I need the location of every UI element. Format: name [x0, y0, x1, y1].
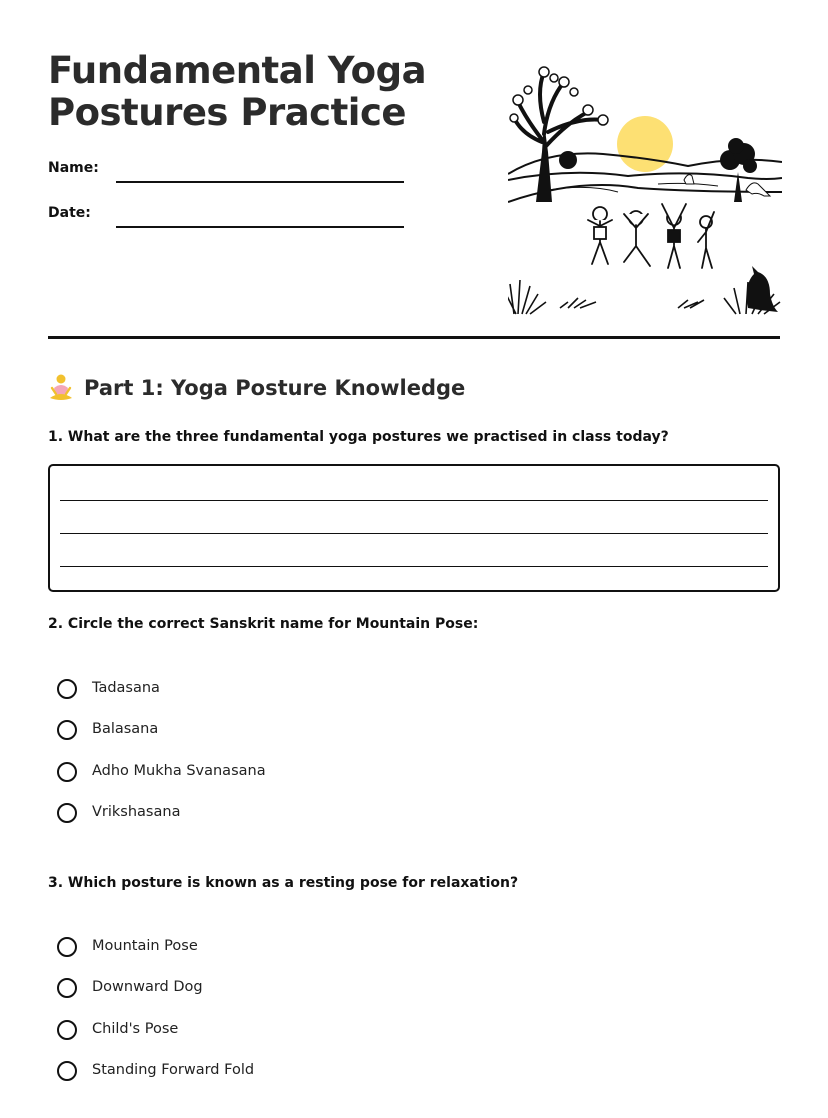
children-doing-yoga-icon — [588, 204, 714, 268]
radio-circle-icon[interactable] — [57, 720, 77, 740]
radio-circle-icon[interactable] — [57, 803, 77, 823]
radio-circle-icon[interactable] — [57, 937, 77, 957]
option-standing-forward-fold[interactable] — [57, 1058, 557, 1099]
worksheet-title: Fundamental Yoga Postures Practice — [48, 49, 427, 134]
gum-tree-icon — [510, 67, 608, 202]
option-downward-dog[interactable] — [57, 975, 557, 1016]
radio-circle-icon[interactable] — [57, 978, 77, 998]
option-label: Standing Forward Fold — [92, 1062, 255, 1079]
radio-circle-icon[interactable] — [57, 1061, 77, 1081]
name-label: Name: — [48, 160, 99, 176]
sitting-kangaroo-icon — [747, 266, 778, 312]
date-field[interactable] — [48, 205, 408, 235]
option-label: Mountain Pose — [92, 938, 198, 954]
question-2-options — [57, 676, 557, 842]
name-answer-line[interactable] — [116, 181, 404, 183]
option-label: Child's Pose — [92, 1020, 179, 1037]
grass-tufts-icon — [508, 280, 780, 314]
option-childs-pose[interactable] — [57, 1017, 557, 1058]
option-label: Vrikshasana — [92, 804, 181, 821]
sun-icon — [617, 116, 673, 172]
name-field[interactable] — [48, 160, 408, 190]
radio-circle-icon[interactable] — [57, 762, 77, 782]
option-label: Adho Mukha Svanasana — [92, 762, 266, 779]
question-1-answer-box[interactable] — [48, 464, 780, 592]
question-3: 3. Which posture is known as a resting pose for relaxation? — [48, 875, 519, 891]
answer-line[interactable] — [60, 500, 768, 501]
question-1: 1. What are the three fundamental yoga postures we practised in class today? — [48, 429, 669, 445]
radio-circle-icon[interactable] — [57, 679, 77, 699]
option-label: Tadasana — [92, 680, 160, 696]
question-2: 2. Circle the correct Sanskrit name for Mountain Pose: — [48, 616, 479, 632]
answer-line[interactable] — [60, 533, 768, 534]
section-divider — [48, 336, 780, 339]
option-adho-mukha-svanasana[interactable] — [57, 759, 557, 800]
option-balasana[interactable] — [57, 717, 557, 758]
outback-yoga-scene-illustration — [508, 62, 782, 322]
option-mountain-pose[interactable] — [57, 934, 557, 975]
worksheet-page — [48, 0, 780, 1118]
question-3-options — [57, 934, 557, 1100]
date-answer-line[interactable] — [116, 226, 404, 228]
radio-circle-icon[interactable] — [57, 1020, 77, 1040]
option-label: Balasana — [92, 721, 159, 738]
option-label: Downward Dog — [92, 979, 203, 996]
part1-heading-text: Part 1: Yoga Posture Knowledge — [84, 376, 466, 400]
lotus-position-icon — [48, 374, 74, 402]
part1-heading — [48, 374, 465, 402]
option-tadasana[interactable] — [57, 676, 557, 717]
answer-line[interactable] — [60, 566, 768, 567]
date-label: Date: — [48, 205, 91, 221]
option-vrikshasana[interactable] — [57, 800, 557, 841]
